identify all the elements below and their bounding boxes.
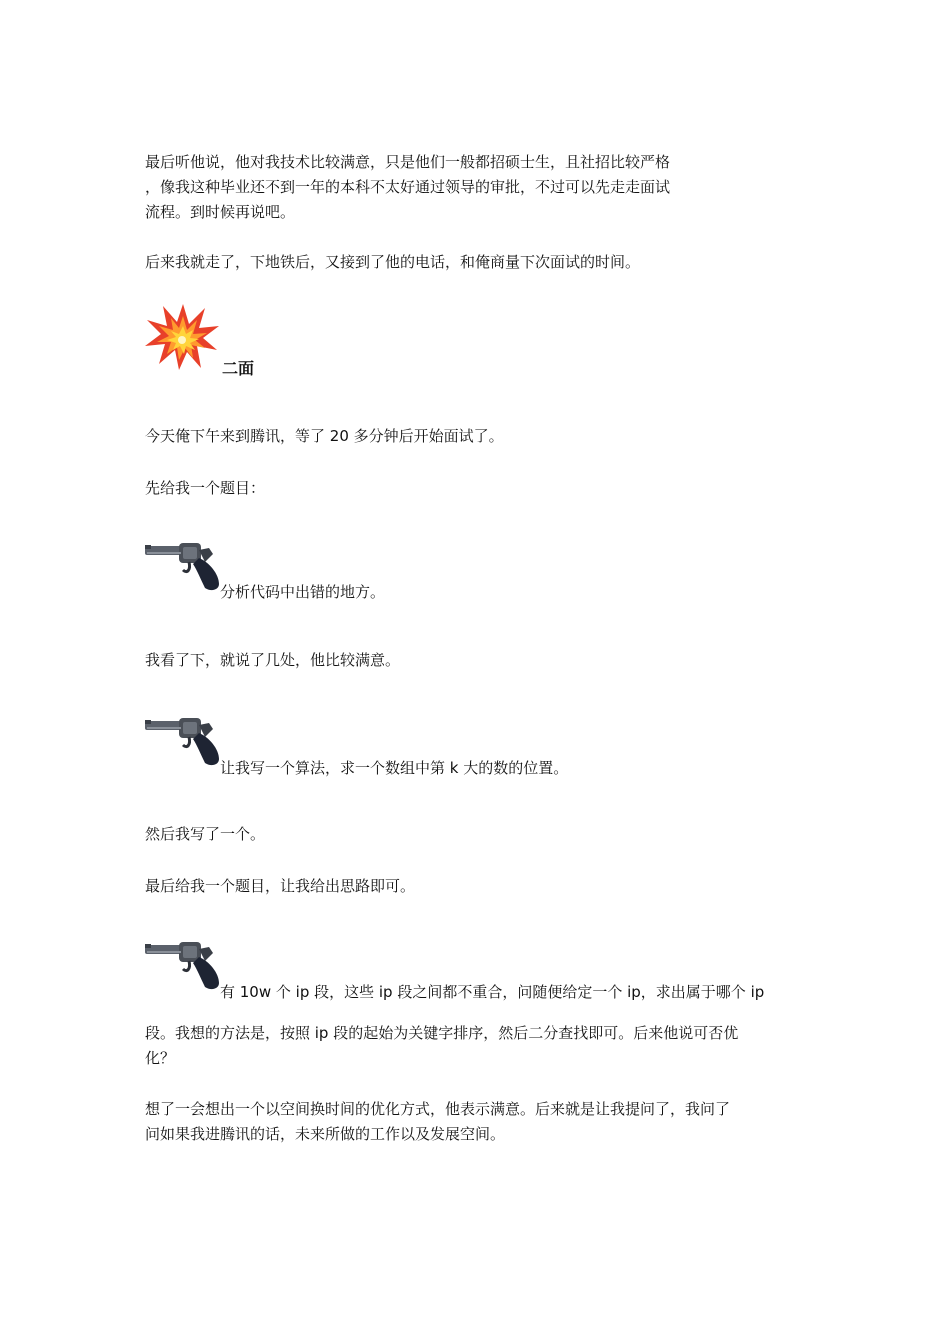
paragraph-line: 化？: [145, 1049, 176, 1067]
pistol-icon: [143, 540, 223, 592]
pistol-icon: [143, 715, 223, 767]
paragraph: 后来我就走了，下地铁后，又接到了他的电话，和俺商量下次面试的时间。: [145, 253, 641, 271]
paragraph-line: ，像我这种毕业还不到一年的本科不太好通过领导的审批，不过可以先走走面试: [145, 178, 671, 196]
collision-icon: [143, 302, 221, 372]
paragraph-line: 流程。到时候再说吧。: [145, 203, 296, 221]
paragraph: 先给我一个题目：: [145, 479, 266, 497]
paragraph: 我看了下，就说了几处，他比较满意。: [145, 651, 401, 669]
list-item-text: 分析代码中出错的地方。: [220, 583, 386, 601]
paragraph: 然后我写了一个。: [145, 825, 266, 843]
section-heading: 二面: [222, 359, 255, 378]
list-item-text: 有 10w 个 ip 段，这些 ip 段之间都不重合，问随便给定一个 ip，求出属于哪个 ip: [220, 983, 765, 1001]
paragraph-line: 最后听他说，他对我技术比较满意，只是他们一般都招硕士生，且社招比较严格: [145, 153, 671, 171]
paragraph: 今天俺下午来到腾讯，等了 20 多分钟后开始面试了。: [145, 427, 504, 445]
paragraph-line: 问如果我进腾讯的话，未来所做的工作以及发展空间。: [145, 1125, 506, 1143]
paragraph-line: 想了一会想出一个以空间换时间的优化方式，他表示满意。后来就是让我提问了，我问了: [145, 1100, 731, 1118]
paragraph: 最后给我一个题目，让我给出思路即可。: [145, 877, 416, 895]
list-item-text: 让我写一个算法，求一个数组中第 k 大的数的位置。: [220, 759, 569, 777]
paragraph-line: 段。我想的方法是，按照 ip 段的起始为关键字排序，然后二分查找即可。后来他说可否优: [145, 1024, 739, 1042]
pistol-icon: [143, 939, 223, 991]
